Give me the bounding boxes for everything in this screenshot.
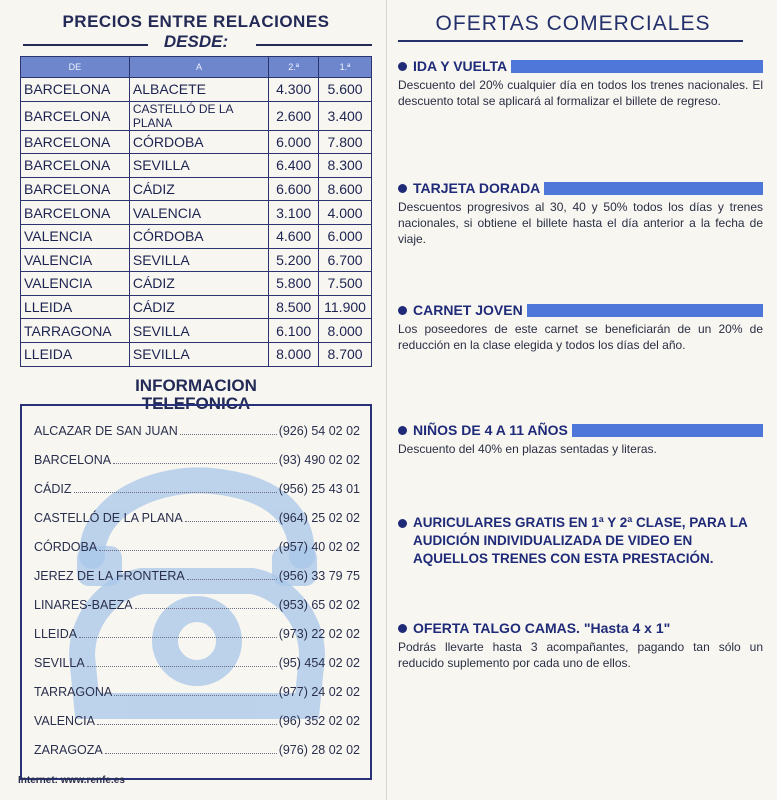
bullet-icon <box>398 624 407 633</box>
list-item <box>34 540 360 569</box>
offer-title: AURICULARES GRATIS EN 1ª Y 2ª CLASE, PARA LA AUDICIÓN INDIVIDUALIZADA DE VIDEO EN AQUELLOS TRENES CON ESTA PRESTACIÓN. <box>413 515 748 566</box>
dot-leader <box>187 579 277 580</box>
to-cell: CÁDIZ <box>129 295 268 319</box>
offer-ninos <box>398 422 763 457</box>
from-cell: VALENCIA <box>21 248 130 272</box>
dot-leader <box>114 695 276 696</box>
to-cell: CASTELLÓ DE LA PLANA <box>129 101 268 130</box>
to-cell: CÁDIZ <box>129 272 268 296</box>
second-class-price: 4.600 <box>269 224 319 248</box>
first-class-price: 5.600 <box>319 78 372 102</box>
second-class-price: 5.200 <box>269 248 319 272</box>
col-header-second-class: 2.ª <box>269 57 319 78</box>
table-row <box>21 101 372 130</box>
prices-title: PRECIOS ENTRE RELACIONES <box>62 12 330 31</box>
phone-number[interactable]: (973) 22 02 02 <box>278 626 360 641</box>
prices-table <box>20 56 372 367</box>
to-cell: SEVILLA <box>129 154 268 178</box>
offer-header <box>398 302 763 318</box>
offer-header <box>398 514 763 568</box>
col-header-first-class: 1.ª <box>319 57 372 78</box>
from-cell: LLEIDA <box>21 295 130 319</box>
offer-talgo-camas <box>398 620 763 671</box>
dot-leader <box>180 434 277 435</box>
left-column <box>18 8 374 780</box>
bullet-icon <box>398 519 407 528</box>
phone-number[interactable]: (957) 40 02 02 <box>278 539 360 554</box>
table-row <box>21 342 372 366</box>
dot-leader <box>99 550 276 551</box>
offer-auriculares <box>398 514 763 568</box>
table-row <box>21 295 372 319</box>
phone-number[interactable]: (956) 33 79 75 <box>278 568 360 583</box>
col-header-from: DE <box>21 57 130 78</box>
phone-number[interactable]: (964) 25 02 02 <box>278 510 360 525</box>
offer-ida-y-vuelta <box>398 58 763 109</box>
from-cell: VALENCIA <box>21 224 130 248</box>
first-class-price: 6.000 <box>319 224 372 248</box>
second-class-price: 4.300 <box>269 78 319 102</box>
offer-bar <box>544 182 763 195</box>
offer-text: Descuento del 20% cualquier día en todos los trenes nacionales. El descuento total se aplicará al formalizar el billete de regreso. <box>398 78 763 108</box>
list-item <box>34 453 360 482</box>
table-row <box>21 177 372 201</box>
phone-info-title-line1: INFORMACION <box>135 375 257 395</box>
list-item <box>34 685 360 714</box>
to-cell: ALBACETE <box>129 78 268 102</box>
dot-leader <box>79 637 277 638</box>
table-row <box>21 201 372 225</box>
list-item <box>34 511 360 540</box>
to-cell: CÓRDOBA <box>129 224 268 248</box>
offer-header <box>398 180 763 196</box>
from-cell: BARCELONA <box>21 177 130 201</box>
col-header-to: A <box>129 57 268 78</box>
offer-tarjeta-dorada <box>398 180 763 247</box>
dot-leader <box>74 492 277 493</box>
phone-number[interactable]: (977) 24 02 02 <box>278 684 360 699</box>
dot-leader <box>105 753 277 754</box>
first-class-price: 8.300 <box>319 154 372 178</box>
offers-title-rule <box>398 40 743 42</box>
bullet-icon <box>398 62 407 71</box>
from-cell: BARCELONA <box>21 130 130 154</box>
table-row <box>21 319 372 343</box>
city-name: TARRAGONA <box>34 684 113 699</box>
from-cell: BARCELONA <box>21 154 130 178</box>
city-name: ZARAGOZA <box>34 742 103 757</box>
second-class-price: 6.600 <box>269 177 319 201</box>
city-name: SEVILLA <box>34 655 85 670</box>
second-class-price: 8.000 <box>269 342 319 366</box>
first-class-price: 11.900 <box>319 295 372 319</box>
city-name: ALCAZAR DE SAN JUAN <box>34 423 178 438</box>
internet-link[interactable]: Internet: www.renfe.es <box>18 775 125 786</box>
offers-title: OFERTAS COMERCIALES <box>435 12 711 35</box>
city-name: JEREZ DE LA FRONTERA <box>34 568 185 583</box>
second-class-price: 2.600 <box>269 101 319 130</box>
offer-text: Podrás llevarte hasta 3 acompañantes, pagando tan sólo un reducido suplemento por cada uno de ellos. <box>398 640 763 670</box>
table-row <box>21 272 372 296</box>
offer-title: NIÑOS DE 4 A 11 AÑOS <box>413 422 568 438</box>
list-item <box>34 656 360 685</box>
from-cell: LLEIDA <box>21 342 130 366</box>
offer-title: TARJETA DORADA <box>413 180 541 196</box>
offer-text: Los poseedores de este carnet se beneficiarán de un 20% de reducción en la clase elegida y todos los días del año. <box>398 322 763 352</box>
offer-title: IDA Y VUELTA <box>413 58 508 74</box>
offer-text: Descuento del 40% en plazas sentadas y literas. <box>398 442 657 456</box>
second-class-price: 5.800 <box>269 272 319 296</box>
from-cell: VALENCIA <box>21 272 130 296</box>
desde-row <box>18 32 374 54</box>
second-class-price: 6.100 <box>269 319 319 343</box>
from-cell: BARCELONA <box>21 201 130 225</box>
second-class-price: 6.000 <box>269 130 319 154</box>
city-name: CASTELLÓ DE LA PLANA <box>34 510 183 525</box>
first-class-price: 8.000 <box>319 319 372 343</box>
from-cell: BARCELONA <box>21 78 130 102</box>
table-row <box>21 248 372 272</box>
bullet-icon <box>398 306 407 315</box>
from-cell: BARCELONA <box>21 101 130 130</box>
from-cell: TARRAGONA <box>21 319 130 343</box>
offer-bar <box>511 60 763 73</box>
city-name: BARCELONA <box>34 452 112 467</box>
first-class-price: 3.400 <box>319 101 372 130</box>
prices-header-row <box>21 57 372 78</box>
dot-leader <box>135 608 277 609</box>
dot-leader <box>97 724 277 725</box>
offer-bar <box>527 304 763 317</box>
desde-label: DESDE: <box>163 32 229 51</box>
second-class-price: 6.400 <box>269 154 319 178</box>
offer-header <box>398 422 763 438</box>
first-class-price: 7.800 <box>319 130 372 154</box>
city-name: VALENCIA <box>34 713 95 728</box>
second-class-price: 8.500 <box>269 295 319 319</box>
phone-info-box <box>20 404 372 780</box>
first-class-price: 8.700 <box>319 342 372 366</box>
phone-number[interactable]: (976) 28 02 02 <box>278 742 360 757</box>
right-column <box>398 8 763 670</box>
table-row <box>21 154 372 178</box>
table-row <box>21 78 372 102</box>
to-cell: VALENCIA <box>129 201 268 225</box>
offer-bar <box>572 424 763 437</box>
dot-leader <box>113 463 277 464</box>
phone-list <box>34 424 360 772</box>
first-class-price: 7.500 <box>319 272 372 296</box>
offer-title: OFERTA TALGO CAMAS. "Hasta 4 x 1" <box>413 620 671 636</box>
offer-carnet-joven <box>398 302 763 353</box>
offer-text: Descuentos progresivos al 30, 40 y 50% todos los días y trenes nacionales, si obtiene el billete hasta el día anterior a la fecha de viaje. <box>398 200 763 246</box>
phone-number[interactable]: (953) 65 02 02 <box>278 597 360 612</box>
to-cell: SEVILLA <box>129 248 268 272</box>
list-item <box>34 424 360 453</box>
list-item <box>34 743 360 772</box>
to-cell: SEVILLA <box>129 319 268 343</box>
offer-header <box>398 620 763 636</box>
city-name: CÁDIZ <box>34 481 72 496</box>
phone-info-title-line2: TELEFONICA <box>141 393 251 413</box>
list-item <box>34 627 360 656</box>
phone-number[interactable]: (95) 454 02 02 <box>278 655 360 670</box>
second-class-price: 3.100 <box>269 201 319 225</box>
list-item <box>34 598 360 627</box>
offer-title: CARNET JOVEN <box>413 302 523 318</box>
to-cell: CÓRDOBA <box>129 130 268 154</box>
bullet-icon <box>398 184 407 193</box>
first-class-price: 8.600 <box>319 177 372 201</box>
table-row <box>21 130 372 154</box>
first-class-price: 6.700 <box>319 248 372 272</box>
dot-leader <box>87 666 277 667</box>
desde-rule-right <box>256 44 372 46</box>
city-name: LLEIDA <box>34 626 78 641</box>
list-item <box>34 569 360 598</box>
list-item <box>34 714 360 743</box>
to-cell: CÁDIZ <box>129 177 268 201</box>
offer-header <box>398 58 763 74</box>
to-cell: SEVILLA <box>129 342 268 366</box>
page-fold <box>386 0 387 800</box>
dot-leader <box>185 521 277 522</box>
first-class-price: 4.000 <box>319 201 372 225</box>
list-item <box>34 482 360 511</box>
city-name: CÓRDOBA <box>34 539 98 554</box>
phone-number[interactable]: (956) 25 43 01 <box>278 481 360 496</box>
phone-number[interactable]: (96) 352 02 02 <box>278 713 360 728</box>
table-row <box>21 224 372 248</box>
bullet-icon <box>398 426 407 435</box>
phone-number[interactable]: (93) 490 02 02 <box>278 452 360 467</box>
phone-number[interactable]: (926) 54 02 02 <box>278 423 360 438</box>
city-name: LINARES-BAEZA <box>34 597 133 612</box>
prices-body <box>21 78 372 367</box>
